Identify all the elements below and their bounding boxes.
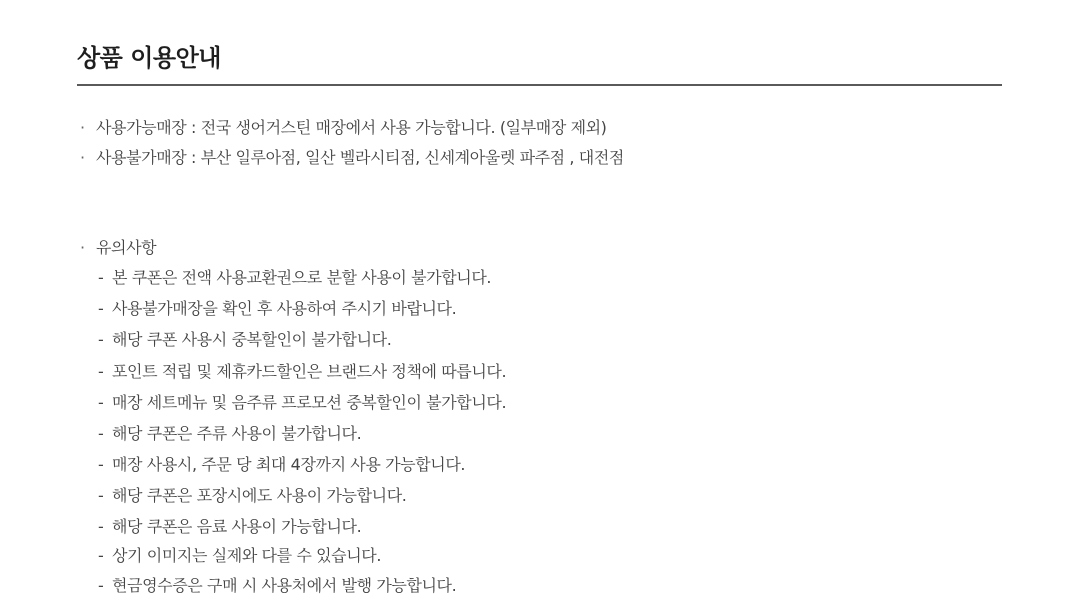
note-item <box>98 485 406 507</box>
note-item <box>98 267 491 289</box>
note-item <box>98 575 456 597</box>
note-text: 해당 쿠폰 사용시 중복할인이 불가합니다. <box>112 330 392 349</box>
dash-icon: - <box>98 330 104 349</box>
note-item <box>98 423 361 445</box>
note-text: 해당 쿠폰은 주류 사용이 불가합니다. <box>112 424 362 443</box>
note-item <box>98 361 506 383</box>
info-text: 사용불가매장 : 부산 일루아점, 일산 벨라시티점, 신세계아울렛 파주점 , 대전점 <box>96 148 624 167</box>
note-item <box>98 454 465 476</box>
dash-icon: - <box>98 393 104 412</box>
note-text: 본 쿠폰은 전액 사용교환권으로 분할 사용이 불가합니다. <box>112 268 492 287</box>
note-text: 현금영수증은 구매 시 사용처에서 발행 가능합니다. <box>112 576 457 595</box>
note-item <box>98 392 506 414</box>
dash-icon: - <box>98 576 104 595</box>
info-item-unavailable-stores <box>80 147 624 169</box>
dash-icon: - <box>98 362 104 381</box>
dash-icon: - <box>98 486 104 505</box>
note-item <box>98 516 361 538</box>
bullet-icon: · <box>80 238 85 257</box>
note-text: 매장 사용시, 주문 당 최대 4장까지 사용 가능합니다. <box>112 455 466 474</box>
note-text: 해당 쿠폰은 포장시에도 사용이 가능합니다. <box>112 486 407 505</box>
notes-heading <box>80 237 156 259</box>
note-item <box>98 545 381 567</box>
info-item-available-stores <box>80 117 607 139</box>
dash-icon: - <box>98 268 104 287</box>
dash-icon: - <box>98 299 104 318</box>
note-text: 상기 이미지는 실제와 다를 수 있습니다. <box>112 546 382 565</box>
dash-icon: - <box>98 546 104 565</box>
dash-icon: - <box>98 424 104 443</box>
page-title: 상품 이용안내 <box>77 44 221 72</box>
bullet-icon: · <box>80 118 85 137</box>
note-item <box>98 329 391 351</box>
note-text: 매장 세트메뉴 및 음주류 프로모션 중복할인이 불가합니다. <box>112 393 507 412</box>
dash-icon: - <box>98 455 104 474</box>
dash-icon: - <box>98 517 104 536</box>
note-text: 사용불가매장을 확인 후 사용하여 주시기 바랍니다. <box>112 299 457 318</box>
info-text: 사용가능매장 : 전국 생어거스틴 매장에서 사용 가능합니다. (일부매장 제외) <box>96 118 607 137</box>
note-text: 해당 쿠폰은 음료 사용이 가능합니다. <box>112 517 362 536</box>
title-divider <box>77 84 1002 86</box>
note-item <box>98 298 456 320</box>
notes-heading-text: 유의사항 <box>96 238 157 257</box>
bullet-icon: · <box>80 148 85 167</box>
note-text: 포인트 적립 및 제휴카드할인은 브랜드사 정책에 따릅니다. <box>112 362 507 381</box>
